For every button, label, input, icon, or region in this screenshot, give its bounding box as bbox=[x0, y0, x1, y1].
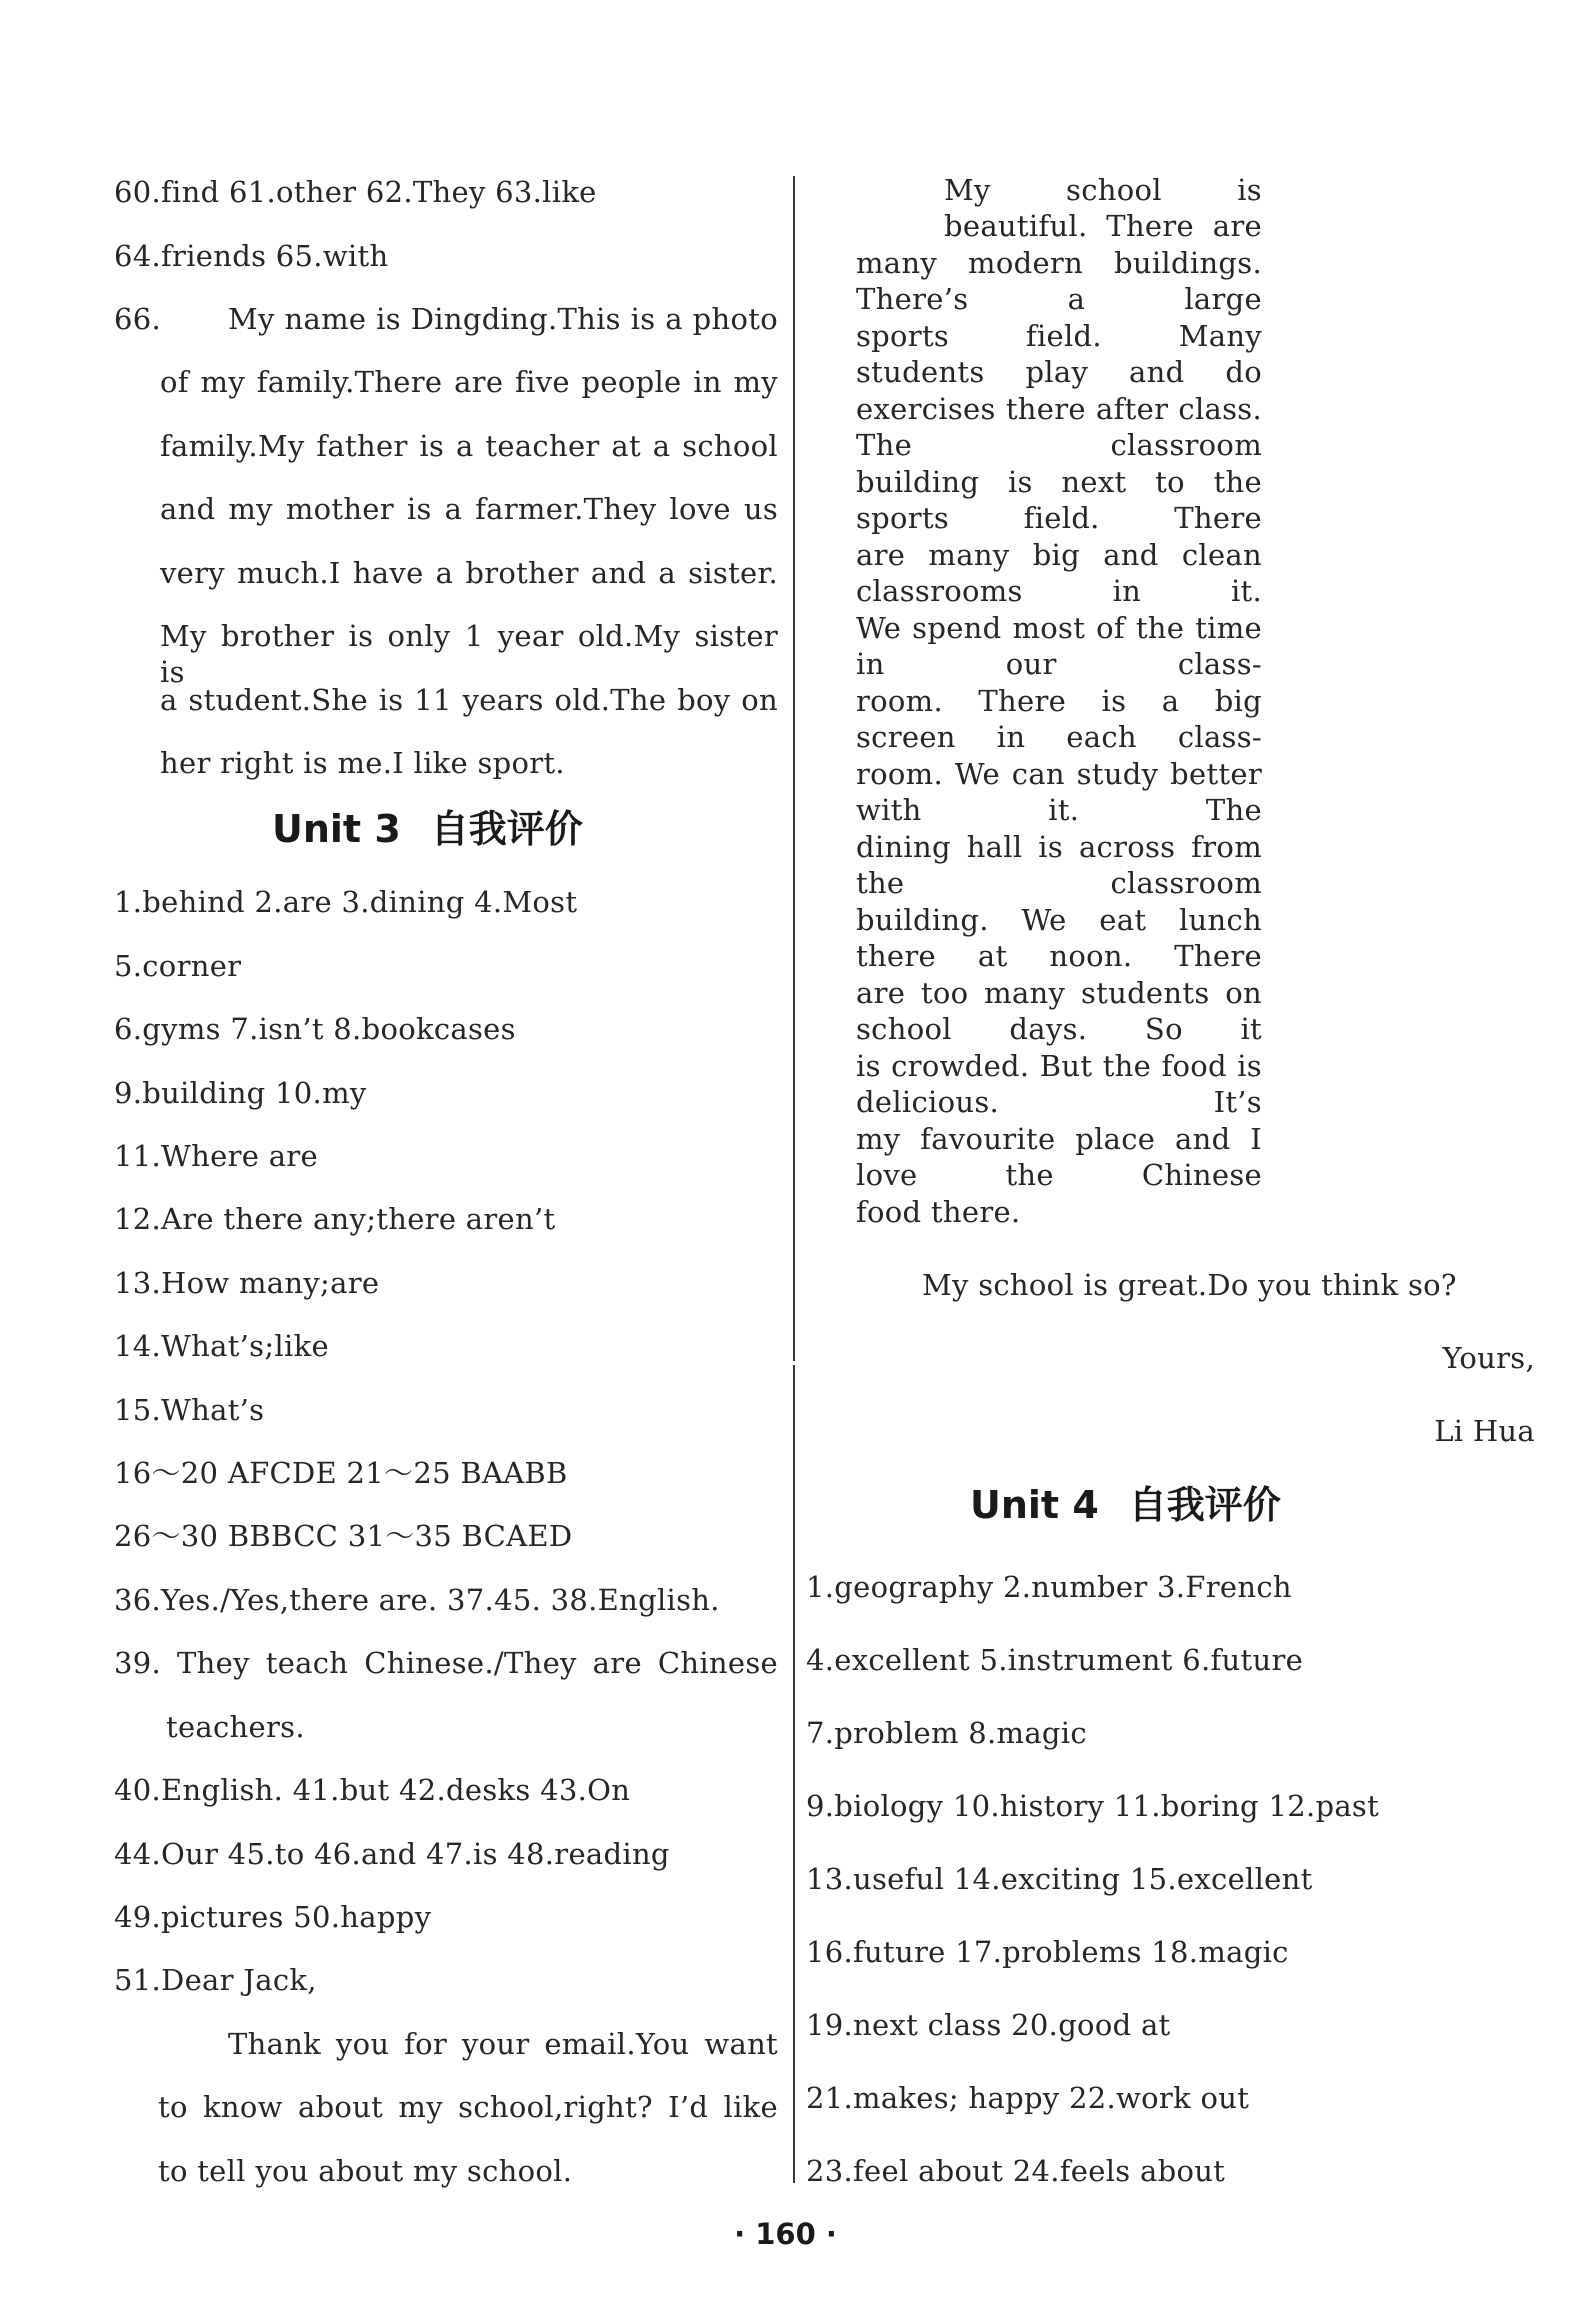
unit-3-heading bbox=[272, 806, 583, 852]
letter-line: many modern buildings. There’s a large bbox=[856, 246, 1262, 316]
item-39-line: teachers. bbox=[166, 1710, 305, 1744]
answer-line: 26～30 BBBCC 31～35 BCAED bbox=[114, 1519, 573, 1553]
answer-line: 60.find 61.other 62.They 63.like bbox=[114, 175, 597, 209]
letter-line: to know about my school,right? I’d like bbox=[158, 2090, 778, 2124]
answer-line: 5.corner bbox=[114, 949, 242, 983]
unit-4-chinese-title: 自我评价 bbox=[1128, 1483, 1281, 1527]
letter-sign-yours: Yours, bbox=[1442, 1341, 1535, 1375]
answer-line: 4.excellent 5.instrument 6.future bbox=[806, 1643, 1304, 1677]
letter-line: sports field. Many students play and do bbox=[856, 319, 1262, 389]
answer-line: 9.building 10.my bbox=[114, 1076, 367, 1110]
letter-sign-name: Li Hua bbox=[1434, 1414, 1535, 1448]
item-66-number: 66. bbox=[114, 302, 162, 336]
answer-line: 16.future 17.problems 18.magic bbox=[806, 1935, 1289, 1969]
letter-line: Thank you for your email.You want bbox=[228, 2027, 778, 2061]
answer-line: 64.friends 65.with bbox=[114, 239, 389, 273]
item-66-line: of my family.There are five people in my bbox=[160, 365, 778, 399]
letter-line: dining hall is across from the classroom bbox=[856, 830, 1262, 900]
answer-line: 44.Our 45.to 46.and 47.is 48.reading bbox=[114, 1837, 670, 1871]
letter-line: building is next to the sports field. There bbox=[856, 465, 1262, 535]
letter-line: is crowded. But the food is delicious. It’s bbox=[856, 1049, 1262, 1119]
answer-line: 14.What’s;like bbox=[114, 1329, 329, 1363]
unit-3-chinese-title: 自我评价 bbox=[430, 807, 583, 851]
unit-4-heading bbox=[970, 1482, 1281, 1528]
answer-line: 19.next class 20.good at bbox=[806, 2008, 1171, 2042]
column-divider-bottom bbox=[793, 1365, 795, 2183]
answer-line: 9.biology 10.history 11.boring 12.past bbox=[806, 1789, 1380, 1823]
answer-line: 49.pictures 50.happy bbox=[114, 1900, 432, 1934]
answer-line: 7.problem 8.magic bbox=[806, 1716, 1087, 1750]
answer-line: 40.English. 41.but 42.desks 43.On bbox=[114, 1773, 631, 1807]
unit-4-title: Unit 4 bbox=[970, 1483, 1099, 1527]
unit-3-title: Unit 3 bbox=[272, 807, 401, 851]
answer-line: 13.useful 14.exciting 15.excellent bbox=[806, 1862, 1313, 1896]
item-66-line: and my mother is a farmer.They love us bbox=[160, 492, 778, 526]
column-divider-top bbox=[793, 176, 795, 1361]
letter-line: food there. bbox=[856, 1195, 1021, 1229]
answer-line: 21.makes; happy 22.work out bbox=[806, 2081, 1250, 2115]
item-66-line: very much.I have a brother and a sister. bbox=[160, 556, 778, 590]
letter-line: are too many students on school days. So it bbox=[856, 976, 1262, 1046]
letter-line: exercises there after class. The classroom bbox=[856, 392, 1262, 462]
page-number: · 160 · bbox=[734, 2217, 837, 2251]
answer-line: 13.How many;are bbox=[114, 1266, 380, 1300]
letter-closing: My school is great.Do you think so? bbox=[922, 1268, 1457, 1302]
letter-line: room. There is a big screen in each class- bbox=[856, 684, 1262, 754]
answer-line: 36.Yes./Yes,there are. 37.45. 38.English. bbox=[114, 1583, 720, 1617]
answer-line: 23.feel about 24.feels about bbox=[806, 2154, 1226, 2188]
answer-line: 1.behind 2.are 3.dining 4.Most bbox=[114, 885, 578, 919]
answer-line: 15.What’s bbox=[114, 1393, 265, 1427]
item-66-line: family.My father is a teacher at a school bbox=[160, 429, 778, 463]
item-66-line: her right is me.I like sport. bbox=[160, 746, 565, 780]
answer-line: 1.geography 2.number 3.French bbox=[806, 1570, 1292, 1604]
letter-line: to tell you about my school. bbox=[158, 2154, 573, 2188]
letter-line: We spend most of the time in our class- bbox=[856, 611, 1262, 681]
item-66-line: My brother is only 1 year old.My sister is bbox=[160, 619, 778, 689]
item-39-line: 39. They teach Chinese./They are Chinese bbox=[114, 1646, 778, 1680]
letter-line: building. We eat lunch there at noon. There bbox=[856, 903, 1262, 973]
letter-line: my favourite place and I love the Chinese bbox=[856, 1122, 1262, 1192]
letter-line: are many big and clean classrooms in it. bbox=[856, 538, 1262, 608]
letter-line: My school is beautiful. There are bbox=[944, 173, 1262, 243]
item-66-line: a student.She is 11 years old.The boy on bbox=[160, 683, 778, 717]
answer-line: 51.Dear Jack, bbox=[114, 1963, 317, 1997]
answer-line: 6.gyms 7.isn’t 8.bookcases bbox=[114, 1012, 516, 1046]
answer-line: 11.Where are bbox=[114, 1139, 318, 1173]
letter-line: room. We can study better with it. The bbox=[856, 757, 1262, 827]
answer-line: 16～20 AFCDE 21～25 BAABB bbox=[114, 1456, 568, 1490]
item-66-line: My name is Dingding.This is a photo bbox=[228, 302, 778, 336]
answer-line: 12.Are there any;there aren’t bbox=[114, 1202, 556, 1236]
